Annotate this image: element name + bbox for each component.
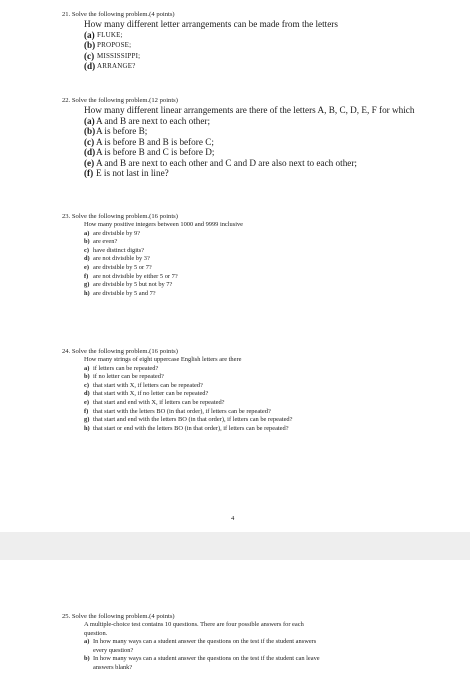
- question-21-body: [84, 19, 440, 72]
- list-item: a) In how many ways can a student answer the questions on the test if the student answers every question?: [84, 638, 317, 654]
- list-item: f) are not divisible by either 5 or 7?: [84, 272, 178, 280]
- question-21: [62, 10, 440, 72]
- list-item: (b) A is before B;: [84, 126, 148, 136]
- list-item: g) are divisible by 5 but not by 7?: [84, 281, 173, 289]
- list-item: d) are not divisible by 3?: [84, 255, 150, 263]
- page-number: 4: [231, 515, 235, 522]
- list-item: b) are even?: [84, 238, 118, 246]
- question-23-body: [84, 221, 320, 298]
- question-23: [62, 212, 320, 298]
- question-23-prompt: How many positive integers between 1000 and 9999 inclusive: [84, 221, 244, 228]
- question-24: [62, 347, 320, 433]
- question-25-prompt: A multiple-choice test contains 10 questions. There are four possible answers for each question.: [84, 621, 304, 637]
- list-item: f) that start with the letters BO (in that order), if letters can be repeated?: [84, 407, 271, 415]
- list-item: c) that start with X, if letters can be repeated?: [84, 381, 203, 389]
- page-2: [0, 560, 470, 700]
- question-25-heading: 25. Solve the following problem.(4 points): [62, 613, 175, 620]
- list-item: b) In how many ways can a student answer the questions on the test if the student can leave answers blank?: [84, 655, 320, 671]
- question-25-body: [84, 621, 320, 673]
- question-22-prompt: How many different linear arrangements are there of the letters A, B, C, D, E, F for which: [84, 105, 415, 115]
- question-24-prompt: How many strings of eight uppercase English letters are there: [84, 356, 242, 363]
- list-item: (e) A and B are next to each other and C and D are also next to each other;: [84, 157, 357, 168]
- list-item: g) that start and end with the letters BO (in that order), if letters can be repeated?: [84, 416, 293, 424]
- list-item: a) are divisible by 9?: [84, 229, 141, 237]
- list-item: (a) A and B are next to each other;: [84, 115, 211, 126]
- list-item: e) that start and end with X, if letters can be repeated?: [84, 398, 225, 406]
- list-item: (d) A is before B and C is before D;: [84, 147, 215, 157]
- list-item: b) if no letter can be repeated?: [84, 373, 164, 381]
- list-item: h) that start or end with the letters BO (in that order), if letters can be repeated?: [84, 424, 289, 432]
- list-item: (d) ARRANGE?: [84, 61, 136, 71]
- question-24-heading: 24. Solve the following problem.(16 points): [62, 348, 178, 355]
- question-22: [62, 96, 440, 179]
- list-item: e) are divisible by 5 or 7?: [84, 263, 152, 271]
- question-23-heading: 23. Solve the following problem.(16 points): [62, 213, 178, 220]
- list-item: (b) PROPOSE;: [84, 40, 132, 50]
- list-item: a) if letters can be repeated?: [84, 364, 159, 372]
- question-24-body: [84, 356, 320, 433]
- list-item: d) that start with X, if no letter can be repeated?: [84, 390, 209, 398]
- question-21-heading: 21. Solve the following problem.(4 points): [62, 11, 175, 18]
- list-item: (c) MISSISSIPPI;: [84, 50, 141, 61]
- list-item: (a) FLUKE;: [84, 29, 123, 40]
- question-21-prompt: How many different letter arrangements can be made from the letters: [84, 19, 338, 29]
- question-25: [62, 612, 320, 673]
- list-item: (c) A is before B and B is before C;: [84, 136, 214, 147]
- list-item: (f) E is not last in line?: [84, 168, 169, 178]
- list-item: c) have distinct digits?: [84, 246, 145, 254]
- question-22-body: [84, 105, 440, 179]
- list-item: h) are divisible by 5 and 7?: [84, 289, 156, 297]
- question-22-heading: 22. Solve the following problem.(12 points): [62, 97, 178, 104]
